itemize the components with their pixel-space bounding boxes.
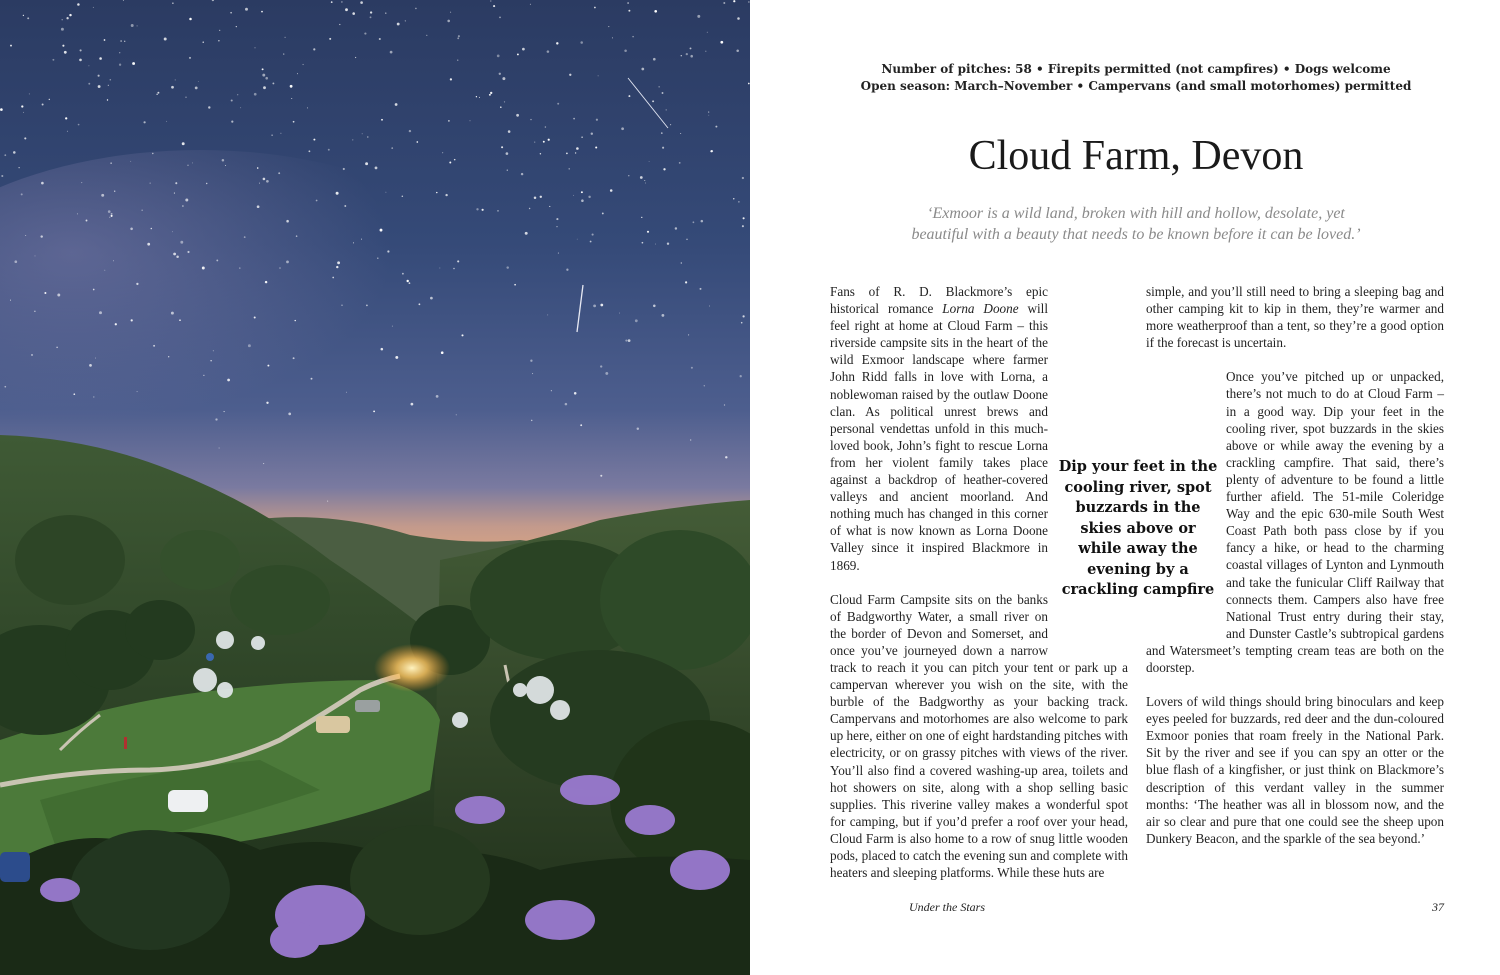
body-paragraph-3: simple, and you’ll still need to bring a sleeping bag and other camping kit to kip in them, they’re warmer and more weatherproof than a tent, so they’re a good option if the forecast is uncertain. xyxy=(1146,284,1444,351)
campsite-facts-line-1: Number of pitches: 58 • Firepits permitted (not campfires) • Dogs welcome xyxy=(881,62,1391,76)
campervan xyxy=(355,700,380,712)
body-paragraph-4: Once you’ve pitched up or unpacked, there’s not much to do at Cloud Farm – in a good way. Dip your feet in the cooling river, spot buzzards in the skies above or while away the evening by a crackling campfire. That said, there’s plenty of adventure to be found a little further afield. The 51-mile Coleridge Way and the epic 630-mile South West Coast Path both pass close by if you fancy a hike, or head to the charming coastal villages of Lynton and Lynmouth and take the funicular Cliff Railway that connects them. Campers also have free National Trust entry during their stay, and Dunster Castle’s subtropical gardens and Watersmeet’s tempting cream teas are both on the doorstep. xyxy=(1146,369,1444,675)
pull-quote: Dip your feet in the cooling river, spot buzzards in the skies above or while away the evening by a crackling campfire xyxy=(1058,458,1218,598)
book-title-lorna-doone: Lorna Doone xyxy=(942,301,1019,317)
body-paragraph-2: Cloud Farm Campsite sits on the banks of Badgworthy Water, a small river on the border of Devon and Somerset, and once you’ve journeyed down a narrow track to reach it you can pitch your tent or park up a campervan wherever you wish on the site, with the burble of the Badgworthy as your backing track. Campervans and motorhomes are also welcome to park up here, either on one of eight hardstanding pitches with electricity, or on grassy pitches with views of the river. You’ll also find a covered washing-up area, toilets and hot showers on site, along with a shop selling basic supplies. This riverine valley makes a wonderful spot for camping, but if you’d prefer a roof over your head, Cloud Farm is also home to a row of snug little wooden pods, placed to catch the evening sun and complete with heaters and sleeping platforms. While these huts are xyxy=(830,591,1128,881)
page-title: Cloud Farm, Devon xyxy=(968,133,1304,179)
campervan-white xyxy=(168,790,208,812)
page-number: 37 xyxy=(1432,900,1444,914)
campsite-facts-line-2: Open season: March–November • Campervans (and small motorhomes) permitted xyxy=(860,79,1412,93)
epigraph-line-2: beautiful with a beauty that needs to be known before it can be loved.’ xyxy=(911,226,1361,243)
epigraph-line-1: ‘Exmoor is a wild land, broken with hill and hollow, desolate, yet xyxy=(927,205,1345,222)
body-paragraph-5: Lovers of wild things should bring binoculars and keep eyes peeled for buzzards, red deer and the dun-coloured Exmoor ponies that roam freely in the National Park. Sit by the river and see if you can spy an otter or the blue flash of a kingfisher, or just think on Blackmore’s description of this verdant valley in the summer months: ‘The heather was all in blossom now, and the air so clear and pure that one could see the sheep upon Dunkery Beacon, and the sparkle of the sea beyond.’ xyxy=(1146,694,1444,846)
tent-blue xyxy=(206,653,214,661)
foreground-tree xyxy=(70,830,230,950)
body-paragraph-1: Fans of R. D. Blackmore’s epic historical romance Lorna Doone will feel right at home at Cloud Farm – this riverside campsite sits in the heart of the wild Exmoor landscape where farmer John Ridd falls in love with Lorna, a noblewoman raised by the outlaw Doone clan. As political unrest brews and personal vendettas unfold in this much-loved book, John’s fight to rescue Lorna from her violent family takes place against a backdrop of heather-covered valleys and ancient moorland. And nothing much has changed in this corner of what is now known as Lorna Doone Valley since it inspired Blackmore in 1869. xyxy=(830,284,1049,573)
right-page xyxy=(750,0,1500,975)
running-footer-book-title: Under the Stars xyxy=(909,900,985,914)
foreground-tree xyxy=(350,825,490,935)
campervan xyxy=(316,716,350,733)
campervan-blue xyxy=(0,852,30,882)
red-marker xyxy=(124,737,127,749)
campfire-glow xyxy=(374,644,450,692)
